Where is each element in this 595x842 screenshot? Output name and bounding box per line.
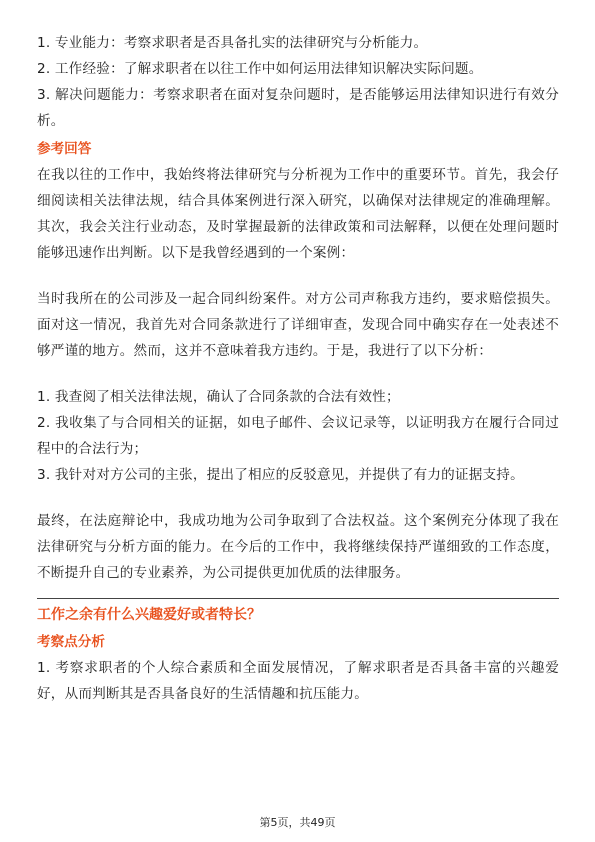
analysis-heading: 考察点分析 — [37, 634, 105, 650]
step-item-1: 1. 我查阅了相关法律法规，确认了合同条款的合法有效性； — [37, 389, 400, 405]
analysis-item-1: 1. 考察求职者的个人综合素质和全面发展情况，了解求职者是否具备丰富的兴趣爱好，从而判断其是否具备良好的生活情趣和抗压能力。 — [37, 660, 559, 702]
section-divider — [37, 598, 559, 599]
question-title: 工作之余有什么兴趣爱好或者特长？ — [37, 607, 261, 623]
paragraph-gap — [37, 266, 559, 286]
criteria-item-3: 3. 解决问题能力：考察求职者在面对复杂问题时，是否能够运用法律知识进行有效分析。 — [37, 87, 559, 129]
page-content — [37, 30, 559, 707]
criteria-item-2: 2. 工作经验：了解求职者在以往工作中如何运用法律知识解决实际问题。 — [37, 61, 483, 77]
conclusion-paragraph: 最终，在法庭辩论中，我成功地为公司争取到了合法权益。这个案例充分体现了我在法律研究与分析方面的能力。在今后的工作中，我将继续保持严谨细致的工作态度，不断提升自己的专业素养，为公司提供更加优质的法律服务。 — [37, 513, 559, 581]
criteria-item-1: 1. 专业能力：考察求职者是否具备扎实的法律研究与分析能力。 — [37, 35, 428, 51]
paragraph-gap — [37, 364, 559, 384]
answer-heading: 参考回答 — [37, 141, 92, 157]
step-item-2: 2. 我收集了与合同相关的证据，如电子邮件、会议记录等，以证明我方在履行合同过程中的合法行为； — [37, 415, 559, 457]
page-footer: 第5页，共49页 — [259, 816, 336, 829]
answer-intro-paragraph: 在我以往的工作中，我始终将法律研究与分析视为工作中的重要环节。首先，我会仔细阅读相关法律法规，结合具体案例进行深入研究，以确保对法律规定的准确理解。其次，我会关注行业动态，及时掌握最新的法律政策和司法解释，以便在处理问题时能够迅速作出判断。以下是我曾经遇到的一个案例： — [37, 167, 559, 261]
case-paragraph: 当时我所在的公司涉及一起合同纠纷案件。对方公司声称我方违约，要求赔偿损失。面对这一情况，我首先对合同条款进行了详细审查，发现合同中确实存在一处表述不够严谨的地方。然而，这并不意味着我方违约。于是，我进行了以下分析： — [37, 291, 559, 359]
step-item-3: 3. 我针对对方公司的主张，提出了相应的反驳意见，并提供了有力的证据支持。 — [37, 467, 524, 483]
paragraph-gap — [37, 488, 559, 508]
